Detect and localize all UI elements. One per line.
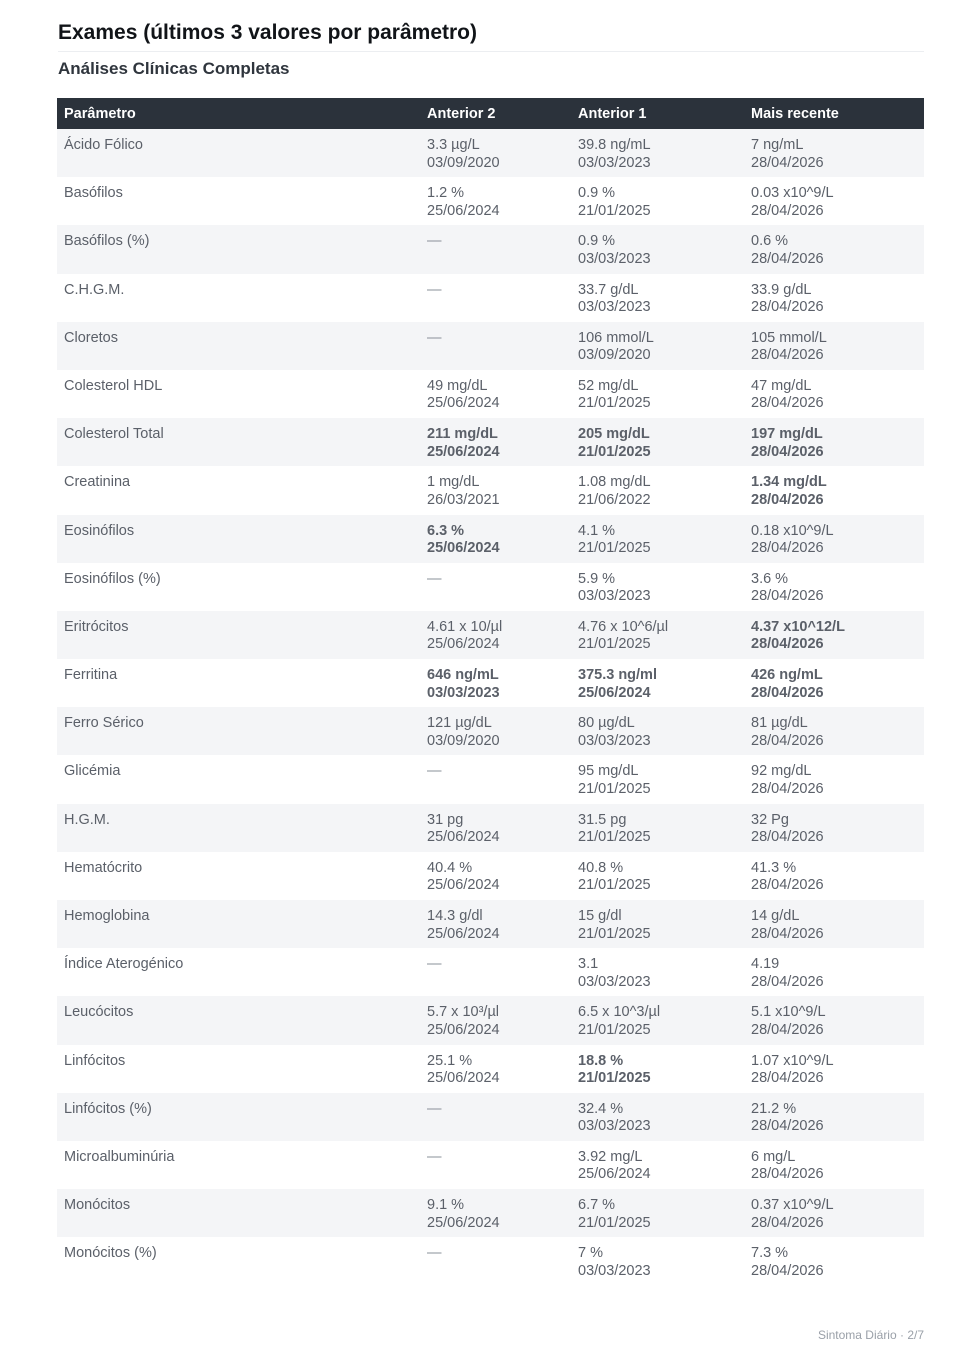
result-value: 0.9 % bbox=[578, 233, 616, 250]
result-date: 21/01/2025 bbox=[578, 829, 651, 846]
result-value: 3.3 µg/L bbox=[427, 137, 480, 153]
result-date: 28/04/2026 bbox=[751, 829, 824, 846]
cell-most-recent bbox=[744, 659, 924, 707]
result-value: 41.3 % bbox=[751, 859, 797, 876]
result-date: 28/04/2026 bbox=[751, 347, 824, 364]
column-header-previous-1: Anterior 1 bbox=[571, 98, 744, 129]
result-date: 03/03/2023 bbox=[578, 250, 651, 267]
cell-previous-1 bbox=[571, 996, 744, 1044]
result-date: 25/06/2024 bbox=[427, 636, 500, 653]
result-value: 426 ng/mL bbox=[751, 667, 823, 684]
table-row bbox=[57, 1237, 924, 1285]
result-date: 25/06/2024 bbox=[427, 540, 500, 556]
cell-most-recent bbox=[744, 900, 924, 948]
column-header-most-recent: Mais recente bbox=[744, 98, 924, 129]
empty-value: — bbox=[427, 1148, 442, 1165]
result-value: 4.61 x 10/µl bbox=[427, 618, 503, 635]
cell-most-recent bbox=[744, 515, 924, 563]
result-date: 25/06/2024 bbox=[427, 1214, 500, 1231]
cell-previous-1 bbox=[571, 515, 744, 563]
cell-previous-1 bbox=[571, 755, 744, 803]
result-value: 40.4 % bbox=[427, 859, 473, 876]
parameter-name: Monócitos (%) bbox=[57, 1237, 420, 1285]
parameter-name: Cloretos bbox=[57, 322, 420, 370]
result-date: 28/04/2026 bbox=[751, 1262, 824, 1279]
parameter-name: Eritrócitos bbox=[57, 611, 420, 659]
result-value: 6.5 x 10^3/µl bbox=[578, 1004, 661, 1021]
cell-previous-1 bbox=[571, 1093, 744, 1141]
result-date: 28/04/2026 bbox=[751, 684, 824, 701]
parameter-name: Colesterol HDL bbox=[57, 370, 420, 418]
result-date: 28/04/2026 bbox=[751, 732, 824, 749]
cell-previous-1 bbox=[571, 129, 744, 177]
result-date: 03/03/2023 bbox=[427, 684, 500, 701]
cell-most-recent bbox=[744, 177, 924, 225]
cell-previous-2 bbox=[420, 129, 571, 177]
parameter-name: Leucócitos bbox=[57, 996, 420, 1044]
result-value: 1.34 mg/dL bbox=[751, 474, 827, 491]
result-value: 4.37 x10^12/L bbox=[751, 618, 845, 635]
cell-most-recent bbox=[744, 274, 924, 322]
empty-value: — bbox=[427, 763, 442, 780]
result-date: 28/04/2026 bbox=[751, 780, 824, 797]
result-date: 25/06/2024 bbox=[427, 395, 500, 412]
result-value: 4.1 % bbox=[578, 522, 616, 539]
parameter-name: Monócitos bbox=[57, 1189, 420, 1237]
result-value: 0.37 x10^9/L bbox=[751, 1197, 834, 1214]
cell-previous-2 bbox=[420, 659, 571, 707]
cell-most-recent bbox=[744, 755, 924, 803]
cell-previous-2 bbox=[420, 1093, 571, 1141]
result-date: 28/04/2026 bbox=[751, 395, 824, 412]
result-value: 7 % bbox=[578, 1245, 603, 1262]
result-value: 1.08 mg/dL bbox=[578, 474, 651, 491]
table-row bbox=[57, 322, 924, 370]
result-date: 28/04/2026 bbox=[751, 588, 824, 605]
result-value: 33.7 g/dL bbox=[578, 281, 639, 298]
parameter-name: Colesterol Total bbox=[57, 418, 420, 466]
result-value: 95 mg/dL bbox=[578, 763, 639, 780]
result-value: 7 ng/mL bbox=[751, 137, 804, 153]
cell-most-recent bbox=[744, 1093, 924, 1141]
result-value: 81 µg/dL bbox=[751, 715, 808, 732]
cell-previous-2 bbox=[420, 1189, 571, 1237]
cell-most-recent bbox=[744, 852, 924, 900]
result-value: 197 mg/dL bbox=[751, 426, 823, 443]
result-value: 5.9 % bbox=[578, 570, 616, 587]
result-date: 25/06/2024 bbox=[427, 829, 500, 846]
cell-previous-1 bbox=[571, 177, 744, 225]
result-date: 21/06/2022 bbox=[578, 491, 651, 508]
result-date: 25/06/2024 bbox=[427, 877, 500, 894]
cell-previous-1 bbox=[571, 274, 744, 322]
result-date: 21/01/2025 bbox=[578, 202, 651, 219]
table-row bbox=[57, 804, 924, 852]
result-value: 49 mg/dL bbox=[427, 377, 488, 394]
cell-previous-2 bbox=[420, 418, 571, 466]
result-value: 15 g/dl bbox=[578, 908, 622, 924]
empty-value: — bbox=[427, 1100, 442, 1117]
result-value: 3.92 mg/L bbox=[578, 1148, 643, 1165]
result-date: 28/04/2026 bbox=[751, 154, 824, 171]
result-value: 14.3 g/dl bbox=[427, 908, 483, 924]
cell-previous-2 bbox=[420, 225, 571, 273]
result-value: 1.07 x10^9/L bbox=[751, 1052, 834, 1069]
table-row bbox=[57, 659, 924, 707]
cell-previous-2 bbox=[420, 563, 571, 611]
result-value: 92 mg/dL bbox=[751, 763, 812, 780]
result-value: 0.18 x10^9/L bbox=[751, 522, 834, 539]
result-value: 0.6 % bbox=[751, 233, 789, 250]
result-date: 03/03/2023 bbox=[578, 588, 651, 605]
page-footer: Sintoma Diário · 2/7 bbox=[817, 1328, 924, 1342]
result-date: 25/06/2024 bbox=[578, 684, 651, 701]
cell-previous-2 bbox=[420, 852, 571, 900]
cell-most-recent bbox=[744, 370, 924, 418]
cell-previous-1 bbox=[571, 225, 744, 273]
cell-previous-1 bbox=[571, 1189, 744, 1237]
cell-most-recent bbox=[744, 948, 924, 996]
cell-most-recent bbox=[744, 1141, 924, 1189]
result-value: 211 mg/dL bbox=[427, 426, 498, 443]
cell-previous-1 bbox=[571, 466, 744, 514]
cell-most-recent bbox=[744, 418, 924, 466]
cell-previous-2 bbox=[420, 707, 571, 755]
parameter-name: Basófilos (%) bbox=[57, 225, 420, 273]
result-date: 21/01/2025 bbox=[578, 877, 651, 894]
cell-most-recent bbox=[744, 1237, 924, 1285]
result-value: 18.8 % bbox=[578, 1052, 624, 1069]
cell-most-recent bbox=[744, 1189, 924, 1237]
cell-most-recent bbox=[744, 611, 924, 659]
cell-previous-2 bbox=[420, 900, 571, 948]
table-row bbox=[57, 707, 924, 755]
empty-value: — bbox=[427, 233, 442, 250]
result-value: 1.2 % bbox=[427, 185, 465, 202]
cell-previous-2 bbox=[420, 996, 571, 1044]
cell-previous-1 bbox=[571, 1237, 744, 1285]
result-value: 6 mg/L bbox=[751, 1148, 796, 1165]
result-date: 03/03/2023 bbox=[578, 1262, 651, 1279]
result-date: 25/06/2024 bbox=[578, 1166, 651, 1183]
result-value: 4.19 bbox=[751, 956, 780, 973]
result-date: 28/04/2026 bbox=[751, 1070, 824, 1087]
result-date: 26/03/2021 bbox=[427, 491, 500, 508]
result-date: 28/04/2026 bbox=[751, 299, 824, 316]
parameter-name: Linfócitos bbox=[57, 1045, 420, 1093]
result-date: 28/04/2026 bbox=[751, 250, 824, 267]
result-date: 21/01/2025 bbox=[578, 1214, 651, 1231]
result-value: 3.6 % bbox=[751, 570, 789, 587]
column-header-parameter: Parâmetro bbox=[57, 98, 420, 129]
result-date: 21/01/2025 bbox=[578, 395, 651, 412]
result-date: 21/01/2025 bbox=[578, 540, 651, 556]
result-value: 106 mmol/L bbox=[578, 329, 654, 346]
parameter-name: Eosinófilos (%) bbox=[57, 563, 420, 611]
cell-previous-2 bbox=[420, 1237, 571, 1285]
cell-previous-1 bbox=[571, 948, 744, 996]
result-date: 25/06/2024 bbox=[427, 1070, 500, 1087]
cell-most-recent bbox=[744, 129, 924, 177]
cell-previous-1 bbox=[571, 1045, 744, 1093]
cell-previous-2 bbox=[420, 322, 571, 370]
cell-previous-2 bbox=[420, 1045, 571, 1093]
result-value: 31.5 pg bbox=[578, 811, 627, 828]
result-value: 121 µg/dL bbox=[427, 715, 492, 732]
parameter-name: Hematócrito bbox=[57, 852, 420, 900]
cell-most-recent bbox=[744, 322, 924, 370]
parameter-name: Hemoglobina bbox=[57, 900, 420, 948]
cell-previous-1 bbox=[571, 563, 744, 611]
result-value: 21.2 % bbox=[751, 1100, 797, 1117]
result-date: 03/09/2020 bbox=[427, 154, 500, 171]
parameter-name: Ácido Fólico bbox=[57, 129, 420, 177]
table-row bbox=[57, 755, 924, 803]
cell-previous-1 bbox=[571, 1141, 744, 1189]
result-value: 32.4 % bbox=[578, 1100, 624, 1117]
cell-previous-1 bbox=[571, 707, 744, 755]
empty-value: — bbox=[427, 329, 442, 346]
table-row bbox=[57, 177, 924, 225]
result-date: 03/03/2023 bbox=[578, 299, 651, 316]
table-row bbox=[57, 1189, 924, 1237]
cell-most-recent bbox=[744, 996, 924, 1044]
table-row bbox=[57, 515, 924, 563]
result-value: 1 mg/dL bbox=[427, 474, 480, 491]
cell-previous-1 bbox=[571, 659, 744, 707]
empty-value: — bbox=[427, 956, 442, 973]
result-value: 39.8 ng/mL bbox=[578, 137, 651, 153]
table-row bbox=[57, 225, 924, 273]
cell-previous-1 bbox=[571, 370, 744, 418]
table-row bbox=[57, 370, 924, 418]
result-date: 25/06/2024 bbox=[427, 925, 500, 942]
result-value: 47 mg/dL bbox=[751, 377, 812, 394]
result-date: 28/04/2026 bbox=[751, 877, 824, 894]
table-row bbox=[57, 611, 924, 659]
parameter-name: Linfócitos (%) bbox=[57, 1093, 420, 1141]
parameter-name: C.H.G.M. bbox=[57, 274, 420, 322]
cell-most-recent bbox=[744, 563, 924, 611]
table-row bbox=[57, 1141, 924, 1189]
result-date: 21/01/2025 bbox=[578, 1070, 651, 1087]
cell-previous-2 bbox=[420, 611, 571, 659]
result-date: 25/06/2024 bbox=[427, 1021, 500, 1038]
cell-previous-1 bbox=[571, 900, 744, 948]
result-date: 25/06/2024 bbox=[427, 443, 500, 460]
result-value: 205 mg/dL bbox=[578, 426, 650, 443]
result-date: 03/03/2023 bbox=[578, 154, 651, 171]
result-date: 28/04/2026 bbox=[751, 636, 824, 653]
result-value: 14 g/dL bbox=[751, 908, 800, 924]
table-row bbox=[57, 274, 924, 322]
table-row bbox=[57, 418, 924, 466]
cell-previous-2 bbox=[420, 177, 571, 225]
parameter-name: Eosinófilos bbox=[57, 515, 420, 563]
table-row bbox=[57, 563, 924, 611]
result-date: 03/09/2020 bbox=[427, 732, 500, 749]
parameter-name: Basófilos bbox=[57, 177, 420, 225]
cell-previous-1 bbox=[571, 852, 744, 900]
table-body bbox=[57, 129, 924, 1286]
table-row bbox=[57, 1045, 924, 1093]
result-date: 28/04/2026 bbox=[751, 443, 824, 460]
parameter-name: Microalbuminúria bbox=[57, 1141, 420, 1189]
empty-value: — bbox=[427, 570, 442, 587]
cell-previous-2 bbox=[420, 515, 571, 563]
result-value: 6.3 % bbox=[427, 522, 465, 539]
cell-most-recent bbox=[744, 466, 924, 514]
result-date: 28/04/2026 bbox=[751, 540, 824, 556]
table-row bbox=[57, 948, 924, 996]
cell-previous-1 bbox=[571, 804, 744, 852]
result-value: 9.1 % bbox=[427, 1197, 465, 1214]
table-header-row bbox=[57, 98, 924, 129]
result-value: 646 ng/mL bbox=[427, 667, 499, 684]
cell-previous-2 bbox=[420, 466, 571, 514]
result-date: 28/04/2026 bbox=[751, 491, 824, 508]
cell-most-recent bbox=[744, 707, 924, 755]
result-value: 105 mmol/L bbox=[751, 329, 827, 346]
result-value: 31 pg bbox=[427, 811, 464, 828]
cell-previous-2 bbox=[420, 370, 571, 418]
table-row bbox=[57, 129, 924, 177]
cell-previous-2 bbox=[420, 948, 571, 996]
result-date: 28/04/2026 bbox=[751, 202, 824, 219]
result-date: 25/06/2024 bbox=[427, 202, 500, 219]
result-value: 80 µg/dL bbox=[578, 715, 635, 732]
cell-previous-1 bbox=[571, 322, 744, 370]
result-date: 03/03/2023 bbox=[578, 732, 651, 749]
table-row bbox=[57, 852, 924, 900]
result-date: 28/04/2026 bbox=[751, 1166, 824, 1183]
empty-value: — bbox=[427, 281, 442, 298]
table-row bbox=[57, 1093, 924, 1141]
cell-previous-2 bbox=[420, 804, 571, 852]
result-date: 21/01/2025 bbox=[578, 443, 651, 460]
result-value: 33.9 g/dL bbox=[751, 281, 812, 298]
result-date: 03/09/2020 bbox=[578, 347, 651, 364]
result-value: 5.1 x10^9/L bbox=[751, 1004, 826, 1021]
result-value: 3.1 bbox=[578, 956, 599, 973]
cell-previous-1 bbox=[571, 418, 744, 466]
cell-most-recent bbox=[744, 1045, 924, 1093]
empty-value: — bbox=[427, 1245, 442, 1262]
parameter-name: Creatinina bbox=[57, 466, 420, 514]
results-table bbox=[57, 98, 924, 1286]
result-value: 32 Pg bbox=[751, 811, 789, 828]
result-date: 28/04/2026 bbox=[751, 925, 824, 942]
result-date: 28/04/2026 bbox=[751, 1214, 824, 1231]
result-date: 21/01/2025 bbox=[578, 925, 651, 942]
result-date: 21/01/2025 bbox=[578, 1021, 651, 1038]
cell-previous-2 bbox=[420, 755, 571, 803]
result-date: 21/01/2025 bbox=[578, 780, 651, 797]
page-title: Exames (últimos 3 valores por parâmetro) bbox=[58, 20, 924, 52]
table-row bbox=[57, 466, 924, 514]
parameter-name: H.G.M. bbox=[57, 804, 420, 852]
parameter-name: Glicémia bbox=[57, 755, 420, 803]
cell-previous-1 bbox=[571, 611, 744, 659]
result-value: 7.3 % bbox=[751, 1245, 789, 1262]
result-value: 25.1 % bbox=[427, 1052, 473, 1069]
result-value: 5.7 x 10³/µl bbox=[427, 1004, 500, 1021]
result-date: 21/01/2025 bbox=[578, 636, 651, 653]
result-date: 28/04/2026 bbox=[751, 973, 824, 990]
result-value: 0.03 x10^9/L bbox=[751, 185, 834, 202]
parameter-name: Ferritina bbox=[57, 659, 420, 707]
cell-previous-2 bbox=[420, 274, 571, 322]
result-date: 28/04/2026 bbox=[751, 1118, 824, 1135]
result-value: 375.3 ng/ml bbox=[578, 667, 657, 684]
section-title: Análises Clínicas Completas bbox=[58, 59, 290, 78]
table-row bbox=[57, 996, 924, 1044]
column-header-previous-2: Anterior 2 bbox=[420, 98, 571, 129]
result-value: 52 mg/dL bbox=[578, 377, 639, 394]
result-value: 0.9 % bbox=[578, 185, 616, 202]
cell-most-recent bbox=[744, 804, 924, 852]
result-date: 28/04/2026 bbox=[751, 1021, 824, 1038]
parameter-name: Ferro Sérico bbox=[57, 707, 420, 755]
table-row bbox=[57, 900, 924, 948]
cell-previous-2 bbox=[420, 1141, 571, 1189]
result-value: 6.7 % bbox=[578, 1197, 616, 1214]
result-value: 4.76 x 10^6/µl bbox=[578, 618, 669, 635]
cell-most-recent bbox=[744, 225, 924, 273]
result-value: 40.8 % bbox=[578, 859, 624, 876]
parameter-name: Índice Aterogénico bbox=[57, 948, 420, 996]
result-date: 03/03/2023 bbox=[578, 973, 651, 990]
result-date: 03/03/2023 bbox=[578, 1118, 651, 1135]
